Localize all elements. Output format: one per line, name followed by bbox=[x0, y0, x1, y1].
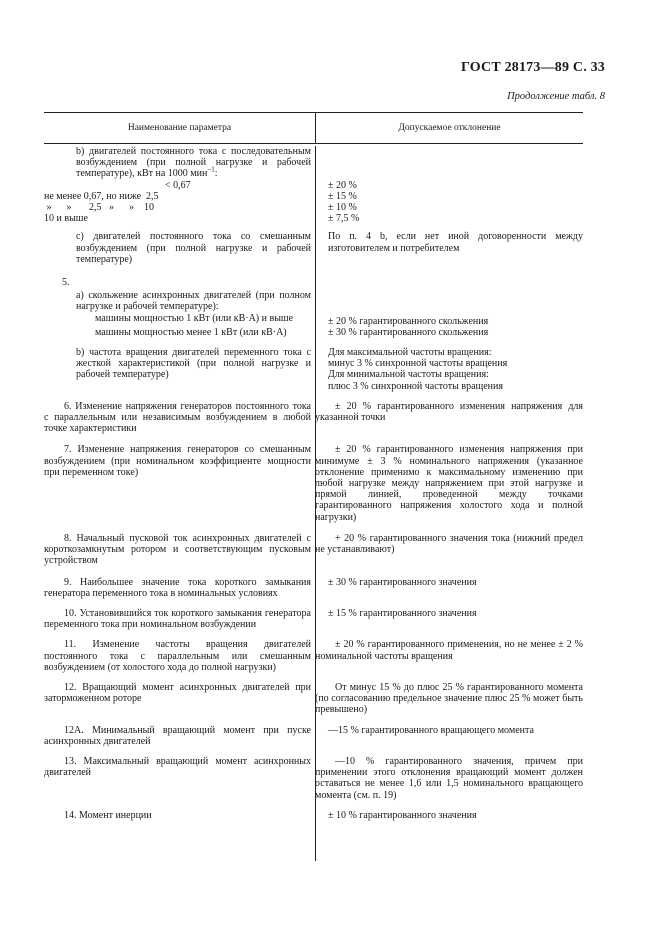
table-row bbox=[44, 608, 583, 630]
column-header-tolerance: Допускаемое отклонение bbox=[398, 123, 501, 133]
table-row bbox=[44, 577, 583, 599]
tolerance-text: плюс 3 % синхронной частоты вращения bbox=[328, 380, 503, 392]
tolerance-text: ± 10 % bbox=[328, 202, 357, 214]
unit-exponent: −1 bbox=[207, 166, 215, 175]
tolerance-text: ± 20 % гарантированного изменения напряжения для указанной точки bbox=[315, 400, 583, 424]
param-text: 10 и выше bbox=[44, 213, 88, 225]
param-text: не менее 0,67, но ниже 2,5 bbox=[44, 190, 159, 202]
param-text: c) двигателей постоянного тока со смешанным возбуждением (при полной нагрузке и рабочей температуре) bbox=[76, 231, 311, 265]
tolerance-text: ± 7,5 % bbox=[328, 213, 360, 225]
param-text: 11. Изменение частоты вращения двигателей постоянного тока с параллельным или смешанным возбуждением (от холостого хода до полной нагрузки) bbox=[44, 639, 311, 673]
tolerance-text: —15 % гарантированного вращающего момента bbox=[328, 724, 534, 736]
table-row bbox=[44, 756, 583, 801]
table-continuation-label: Продолжение табл. 8 bbox=[507, 91, 605, 102]
page-header-title: ГОСТ 28173—89 С. 33 bbox=[461, 60, 605, 75]
table-row bbox=[44, 277, 583, 288]
table-row bbox=[44, 327, 583, 338]
param-text: b) двигателей постоянного тока с последовательным возбуждением (при полной нагрузке и рабочей температуре), кВт на 1000 мин bbox=[76, 146, 311, 180]
table-row bbox=[44, 231, 583, 265]
param-text: 14. Момент инерции bbox=[64, 809, 152, 821]
tolerance-text: По п. 4 b, если нет иной договоренности между изготовителем и потребителем bbox=[328, 231, 583, 254]
table-row bbox=[44, 810, 583, 821]
table-row bbox=[44, 347, 583, 392]
tolerance-text: Для минимальной частоты вращения: bbox=[328, 369, 489, 381]
tolerance-text: ± 30 % гарантированного скольжения bbox=[328, 326, 489, 338]
tolerance-text: ± 20 % гарантированного применения, но не менее ± 2 % номинальной частоты вращения bbox=[315, 639, 583, 662]
table-header bbox=[44, 112, 583, 144]
tolerance-text: От минус 15 % до плюс 25 % гарантированного момента (по согласованию предельное значение плюс 25 % может быть превышено) bbox=[315, 681, 583, 716]
param-cell: b) двигателей постоянного тока с последовательным возбуждением (при полной нагрузке и рабочей температуре), кВт на 1000 мин$^{-1}$: bbox=[76, 146, 311, 180]
table-row bbox=[44, 444, 583, 522]
tolerance-text: ± 20 % гарантированного скольжения bbox=[328, 315, 489, 327]
param-text: 9. Наибольшее значение тока короткого замыкания генератора переменного тока в номинальных условиях bbox=[44, 576, 311, 599]
tolerance-text: ± 30 % гарантированного значения bbox=[328, 576, 477, 588]
param-text: машины мощностью 1 кВт (или кВ·А) и выше bbox=[95, 312, 294, 324]
table-row bbox=[44, 313, 583, 327]
param-text: 6. Изменение напряжения генераторов постоянного тока с параллельным или независимым возбуждением в любой точке характеристики bbox=[44, 400, 311, 435]
param-text: 8. Начальный пусковой ток асинхронных двигателей с короткозамкнутым ротором и соответствующим пусковым устройством bbox=[44, 532, 311, 567]
tolerance-table bbox=[44, 112, 583, 821]
param-text: 12А. Минимальный вращающий момент при пуске асинхронных двигателей bbox=[44, 724, 311, 747]
tolerance-text: + 20 % гарантированного значения тока (нижний предел не устанавливают) bbox=[315, 532, 583, 556]
param-text: машины мощностью менее 1 кВт (или кВ·А) bbox=[95, 326, 287, 338]
param-text: 7. Изменение напряжения генераторов со смешанным возбуждением (при номинальном коэффициенте мощности при переменном токе) bbox=[44, 444, 311, 478]
param-text: 13. Максимальный вращающий момент асинхронных двигателей bbox=[44, 755, 311, 779]
table-body bbox=[44, 146, 583, 821]
tolerance-text: ± 15 % bbox=[328, 190, 357, 202]
table-row bbox=[44, 290, 583, 312]
tolerance-text: ± 15 % гарантированного значения bbox=[328, 607, 477, 619]
column-header-parameter: Наименование параметра bbox=[44, 113, 316, 143]
param-text: 10. Установившийся ток короткого замыкания генератора переменного тока при номинальном возбуждении bbox=[44, 607, 311, 631]
tolerance-text: Для максимальной частоты вращения: bbox=[328, 347, 492, 359]
table-row bbox=[44, 146, 583, 180]
tolerance-text: минус 3 % синхронной частоты вращения bbox=[328, 358, 508, 370]
table-row bbox=[44, 401, 583, 435]
tolerance-text: ± 10 % гарантированного значения bbox=[328, 809, 477, 821]
table-row bbox=[44, 180, 583, 225]
param-text: b) частота вращения двигателей переменного тока с жесткой характеристикой (при полной нагрузке и рабочей температуре) bbox=[76, 347, 311, 381]
param-text: » » 2,5 » » 10 bbox=[44, 202, 154, 214]
tolerance-text: ± 20 % bbox=[328, 179, 357, 191]
param-text: < 0,67 bbox=[165, 179, 191, 191]
table-row bbox=[44, 682, 583, 716]
param-text: a) скольжение асинхронных двигателей (при полном нагрузке и рабочей температуре): bbox=[76, 290, 311, 313]
table-row bbox=[44, 639, 583, 673]
table-row bbox=[44, 725, 583, 747]
section-number: 5. bbox=[62, 277, 70, 289]
tolerance-text: ± 20 % гарантированного изменения напряжения при минимуме ± 3 % номинального напряжения (указанное отклонение применимо к максимальному изменению при любой нагрузке между напряжением при этой нагрузке и прямой линией, проведенной между точками гарантированного напряжения холостого хода и полной нагрузки) bbox=[315, 444, 583, 523]
table-row bbox=[44, 533, 583, 567]
param-text: 12. Вращающий момент асинхронных двигателей при заторможенном роторе bbox=[44, 681, 311, 705]
tolerance-text: —10 % гарантированного значения, причем при применении этого отклонения вращающий момент должен оставаться не менее 1,6 или 1,5 номинального вращающего момента (см. п. 19) bbox=[315, 755, 583, 801]
